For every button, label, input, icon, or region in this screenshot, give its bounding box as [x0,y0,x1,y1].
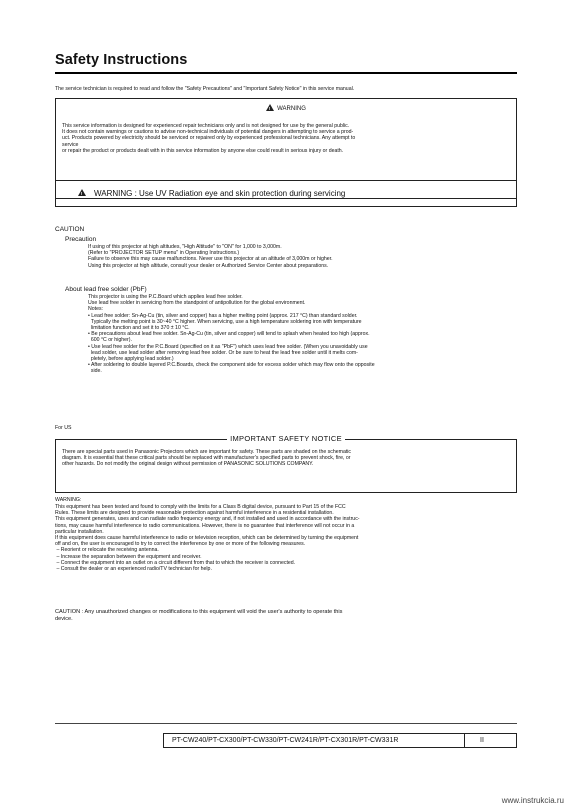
caution-heading: CAUTION [55,226,85,233]
for-us-label: For US [55,425,72,431]
page-number: II [480,737,484,744]
fcc-warning-heading: WARNING: [55,497,82,503]
uv-warning-box [55,180,517,207]
notice-title [56,434,516,443]
uv-warning-triangle-icon [78,189,86,196]
warning-triangle-icon [266,104,274,111]
lead-free-body: This projector is using the P.C.Board which applies lead free solder. Use lead free solder in servicing from the standpoint of antipollution for the global environment. Notes: • Lead free solder: Sn-Ag-Cu (tin, silver and copper) has a higher melting point (approx. 217 °C) than standard solder. Typically the melting point is 30~40 °C higher. When servicing, use a high temperature soldering iron with temperature limitation function and set it to 370 ± 10 °C. • Be precautions about lead free solder. Sn-Ag-Cu (tin, silver and copper) will tend to splash when heated too high (approx. 600 °C or higher). • Use lead free solder for the P.C.Board (specified on it as "PbF") which uses lead free solder. (When you unavoidably use lead solder, use lead solder after removing lead free solder. Or be sure to heat the lead free solder until it melts com- pletely, before applying lead solder.) • After soldering to double layered P.C.Boards, check the component side for excess solder which may flow onto the opposite side. [88,294,375,375]
uv-warning-text: WARNING : Use UV Radiation eye and skin protection during servicing [94,189,346,198]
warning-heading [56,104,516,112]
title-rule [55,72,517,74]
precaution-heading: Precaution [65,236,97,243]
fcc-caution: CAUTION : Any unauthorized changes or modifications to this equipment will void the user's authority to operate this device. [55,609,343,622]
footer-box [163,733,517,748]
intro-text: The service technician is required to read and follow the "Safety Precautions" and "Important Safety Notice" in this service manual. [55,86,355,92]
warning-body: This service information is designed for experienced repair technicians only and is not designed for use by the general public. It does not contain warnings or cautions to advise non-technical individuals of potential dangers in attempting to service a prod- uct. Products powered by electricity should be serviced or repaired only by experienced professional technicians. Any attempt to service or repair the product or products dealt with in this service information by anyone else could result in serious injury or death. [62,123,356,154]
watermark: www.instrukcia.ru [501,796,564,805]
footer-models: PT-CW240/PT-CX300/PT-CW330/PT-CW241R/PT-CX301R/PT-CW331R [172,737,399,744]
precaution-body: If using of this projector at high altitudes, "High Altitude" to "ON" for 1,000 to 3,000m. (Refer to "PROJECTOR SETUP menu" in Operating Instructions.) Failure to observe this may cause malfunctions. Never use this projector at an altitude of 3,000m or higher. Using this projector at high altitude, consult your dealer or Authorized Service Center about preparations. [88,244,333,269]
footer-rule [55,723,517,724]
notice-body: There are special parts used in Panasonic Projectors which are important for safety. These parts are shaded on the schematic diagram. It is essential that these critical parts should be replaced with manufacturer's specified parts to prevent shock, fire, or other hazards. Do not modify the original design without permission of PANASONIC SOLUTIONS COMPANY. [62,449,352,468]
warning-heading-text: WARNING [277,106,306,112]
footer-separator [464,734,465,747]
fcc-warning-body: This equipment has been tested and found to comply with the limits for a Class B digital device, pursuant to Part 15 of the FCC Rules. These limits are designed to provide reasonable protection against harmful interference in a residential installation. This equipment generates, uses and can radiate radio frequency energy and, if not installed and used in accordance with the instruc- tions, may cause harmful interference to radio communications. However, there is no guarantee that interference will not occur in a particular installation. If this equipment does cause harmful interference to radio or television reception, which can be determined by turning the equipment off and on, the user is encouraged to try to correct the interference by one or more of the following measures. – Reorient or relocate the receiving antenna. – Increase the separation between the equipment and receiver. – Connect the equipment into an outlet on a circuit different from that to which the receiver is connected. – Consult the dealer or an experienced radio/TV technician for help. [55,504,360,573]
important-safety-notice-box [55,434,517,493]
notice-title-text: IMPORTANT SAFETY NOTICE [227,434,345,443]
page-title: Safety Instructions [55,52,188,68]
lead-free-heading: About lead free solder (PbF) [65,286,147,293]
